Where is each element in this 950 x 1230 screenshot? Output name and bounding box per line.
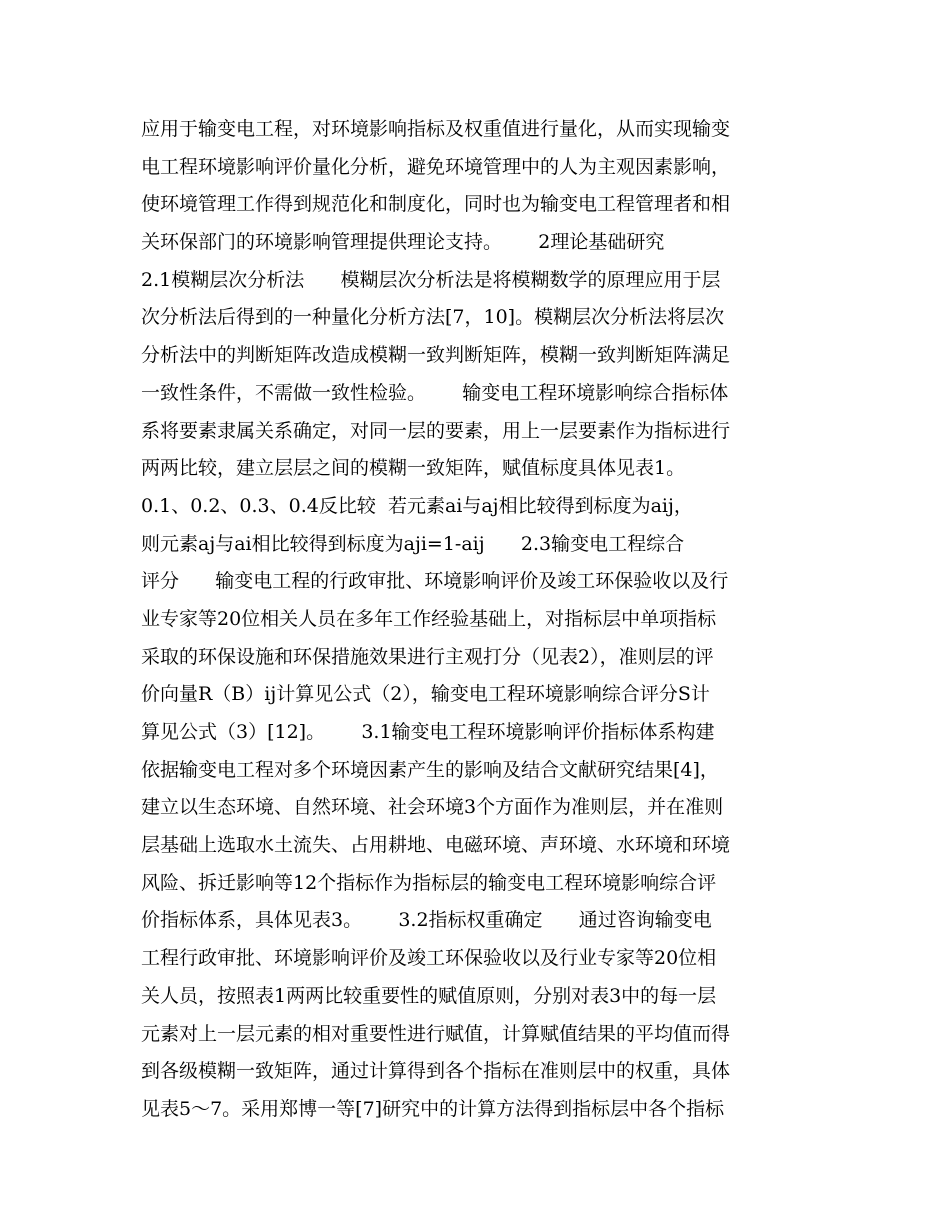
text-line: 价向量R（B）ij计算见公式（2），输变电工程环境影响综合评分S计: [141, 683, 710, 706]
text-line: 元素对上一层元素的相对重要性进行赋值，计算赋值结果的平均值而得: [141, 1022, 731, 1045]
text-line: 分析法中的判断矩阵改造成模糊一致判断矩阵，模糊一致判断矩阵满足: [141, 344, 731, 367]
text-line: 关环保部门的环境影响管理提供理论支持。 2理论基础研究: [141, 231, 665, 254]
text-line: 建立以生态环境、自然环境、社会环境3个方面作为准则层，并在准则: [141, 796, 724, 819]
text-line: 依据输变电工程对多个环境因素产生的影响及结合文献研究结果[4]，: [141, 758, 719, 781]
text-line: 风险、拆迁影响等12个指标作为指标层的输变电工程环境影响综合评: [141, 871, 717, 894]
text-line: 两两比较，建立层层之间的模糊一致矩阵，赋值标度具体见表1。: [141, 457, 686, 480]
text-line: 关人员，按照表1两两比较重要性的赋值原则，分别对表3中的每一层: [141, 984, 717, 1007]
text-line: 使环境管理工作得到规范化和制度化，同时也为输变电工程管理者和相: [141, 193, 731, 216]
text-line: 采取的环保设施和环保措施效果进行主观打分（见表2），准则层的评: [141, 645, 714, 668]
text-line: 0.1、0.2、0.3、0.4反比较 若元素ai与aj相比较得到标度为aij，: [141, 494, 693, 517]
text-line: 系将要素隶属关系确定，对同一层的要素，用上一层要素作为指标进行: [141, 419, 731, 442]
text-line: 见表5～7。采用郑博一等[7]研究中的计算方法得到指标层中各个指标: [141, 1097, 725, 1120]
text-line: 电工程环境影响评价量化分析，避免环境管理中的人为主观因素影响，: [141, 155, 731, 178]
body-text: [141, 111, 821, 1129]
text-line: 2.1模糊层次分析法 模糊层次分析法是将模糊数学的原理应用于层: [141, 268, 721, 291]
text-line: 层基础上选取水土流失、占用耕地、电磁环境、声环境、水环境和环境: [141, 834, 731, 857]
text-line: 到各级模糊一致矩阵，通过计算得到各个指标在准则层中的权重，具体: [141, 1060, 731, 1083]
text-line: 次分析法后得到的一种量化分析方法[7，10]。模糊层次分析法将层次: [141, 306, 725, 329]
text-line: 一致性条件，不需做一致性检验。 输变电工程环境影响综合指标体: [141, 381, 729, 404]
text-line: 价指标体系，具体见表3。 3.2指标权重确定 通过咨询输变电: [141, 909, 712, 932]
text-line: 工程行政审批、环境影响评价及竣工环保验收以及行业专家等20位相: [141, 947, 717, 970]
text-line: 算见公式（3）[12]。 3.1输变电工程环境影响评价指标体系构建: [141, 721, 715, 743]
text-line: 业专家等20位相关人员在多年工作经验基础上，对指标层中单项指标: [141, 607, 717, 630]
text-line: 应用于输变电工程，对环境影响指标及权重值进行量化，从而实现输变: [141, 118, 731, 140]
text-line: 则元素aj与ai相比较得到标度为aji=1-aij 2.3输变电工程综合: [141, 532, 685, 555]
text-line: 评分 输变电工程的行政审批、环境影响评价及竣工环保验收以及行: [141, 570, 729, 593]
